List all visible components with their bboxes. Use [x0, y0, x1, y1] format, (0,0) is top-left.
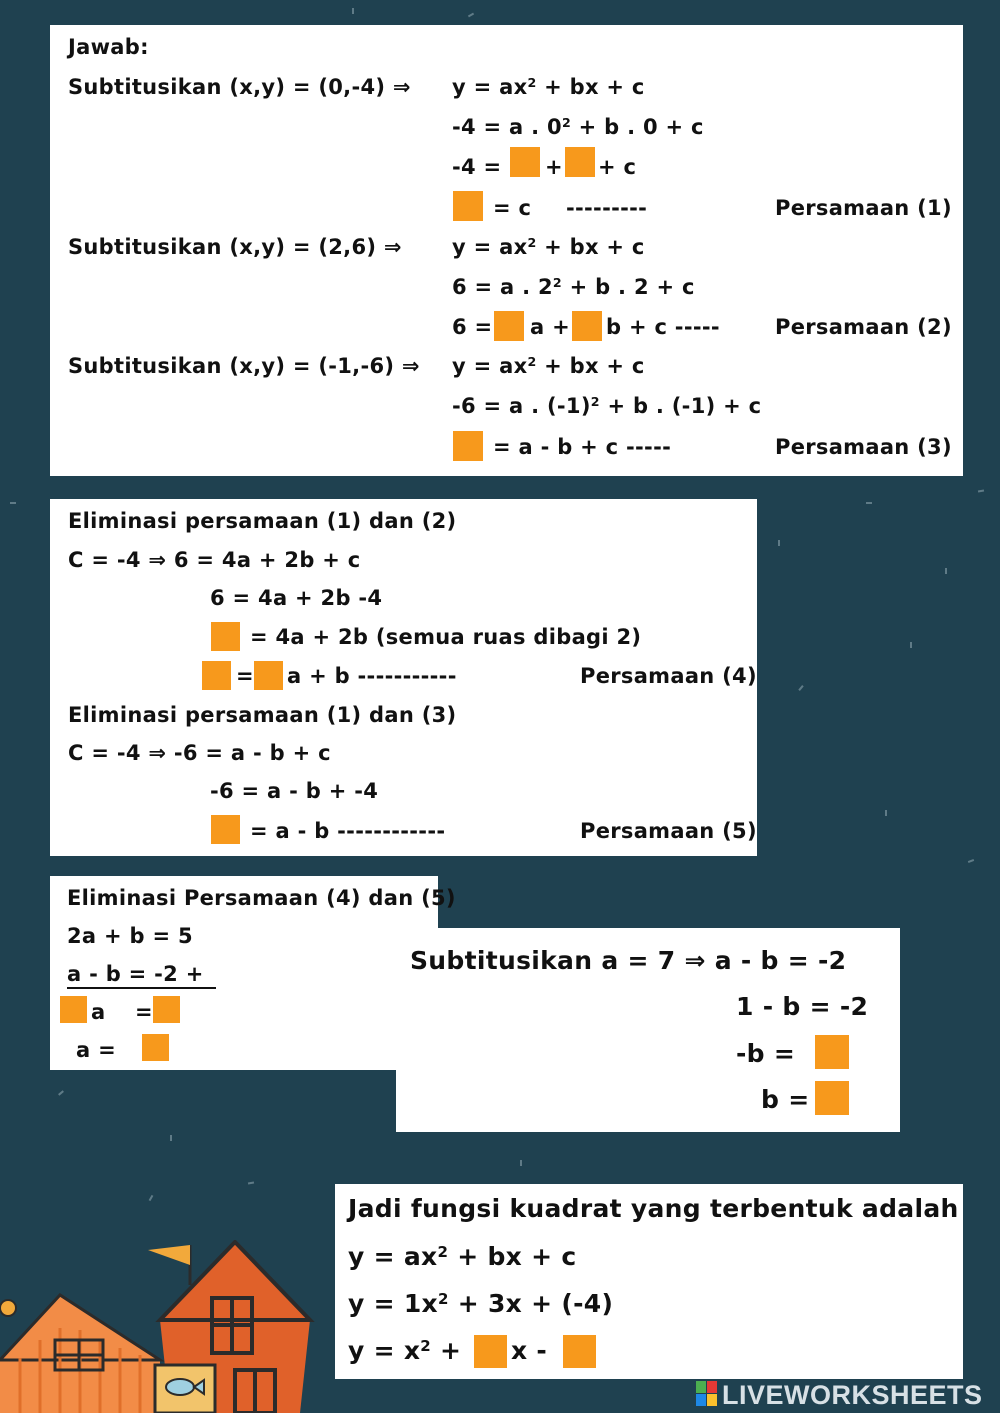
answer-box-12[interactable] — [153, 996, 180, 1023]
liveworksheets-logo-icon — [696, 1381, 718, 1407]
line-p1c-tail: = c — [493, 196, 532, 220]
c-eq-2: C = -4 ⇒ -6 = a - b + c — [68, 741, 331, 765]
answer-box-8[interactable] — [202, 661, 231, 690]
line-f: -6 = a - b + -4 — [210, 779, 379, 803]
elim-eq: = — [135, 1000, 153, 1024]
line-p1a: -4 = a . $0^2 + b$ . 0 + c — [452, 115, 704, 139]
answer-box-15[interactable] — [815, 1081, 849, 1115]
line-p2a: 6 = a . $2^2 + b$ . 2 + c — [452, 275, 695, 299]
houses-illustration — [0, 1240, 320, 1413]
answer-box-1[interactable] — [510, 147, 540, 177]
panel-substitute-a — [396, 928, 900, 1132]
persamaan-5: Persamaan (5) — [580, 819, 757, 843]
a-plus: a + — [530, 315, 570, 339]
panel-elimination-45 — [50, 876, 456, 1070]
sub2-label: Subtitusikan (x,y) = (2,6) ⇒ — [68, 235, 402, 259]
answer-box-6[interactable] — [453, 431, 483, 461]
elim-a: a — [91, 1000, 106, 1024]
panel-conclusion — [335, 1184, 963, 1379]
subst-a-line: Subtitusikan a = 7 ⇒ a - b = -2 — [410, 946, 847, 975]
answer-box-13[interactable] — [142, 1034, 169, 1061]
c-eq-1: C = -4 ⇒ 6 = 4a + 2b + c — [68, 548, 361, 572]
liveworksheets-brand: LIVEWORKSHEETS — [722, 1380, 983, 1410]
b-plus-c-dashes: b + c ----- — [606, 315, 720, 339]
line-p2b-start: 6 = — [452, 315, 493, 339]
subst-line-2: 1 - b = -2 — [736, 992, 869, 1021]
general-eq-3: $y = ax^2$ + bx + c — [452, 354, 645, 378]
answer-box-17[interactable] — [563, 1335, 596, 1368]
line-d-tail: a + b ----------- — [287, 664, 457, 688]
line-p3b-tail: = a - b + c ----- — [493, 435, 672, 459]
line-p1b-start: -4 = — [452, 155, 502, 179]
general-eq-2: $y = ax^2$ + bx + c — [452, 235, 645, 259]
sub1-label: Subtitusikan (x,y) = (0,-4) ⇒ — [68, 75, 411, 99]
line-g-tail: = a - b ------------ — [250, 819, 446, 843]
persamaan-2: Persamaan (2) — [775, 315, 952, 339]
elim-line-2: a - b = -2 + — [67, 964, 216, 989]
answer-box-4[interactable] — [494, 311, 524, 341]
dashes-1: --------- — [566, 196, 648, 220]
persamaan-3: Persamaan (3) — [775, 435, 952, 459]
general-eq-1: $y = ax^2$ + bx + c — [452, 75, 645, 99]
equals-sign: = — [236, 664, 254, 688]
answer-box-9[interactable] — [254, 661, 283, 690]
conclusion-heading: Jadi fungsi kuadrat yang terbentuk adalah — [348, 1194, 959, 1223]
heading-elim-13: Eliminasi persamaan (1) dan (3) — [68, 703, 457, 727]
answer-box-16[interactable] — [474, 1335, 507, 1368]
answer-box-7[interactable] — [211, 622, 240, 651]
answer-box-3[interactable] — [453, 191, 483, 221]
answer-box-2[interactable] — [565, 147, 595, 177]
answer-box-14[interactable] — [815, 1035, 849, 1069]
heading-jawab: Jawab: — [68, 35, 149, 59]
subst-line-3: -b = — [736, 1039, 796, 1068]
elim-line-1: 2a + b = 5 — [67, 924, 193, 948]
panel-elimination-12-13 — [50, 499, 757, 856]
answer-box-10[interactable] — [211, 815, 240, 844]
elim-line-4: a = — [76, 1038, 116, 1062]
conclusion-line-2: $y = 1x^2 + 3x + (-4)$ — [348, 1289, 614, 1318]
persamaan-1: Persamaan (1) — [775, 196, 952, 220]
line-p3a: -6 = a . $(-1)^2 + b$ . (-1) + c — [452, 394, 762, 418]
line-b: 6 = 4a + 2b -4 — [210, 586, 383, 610]
answer-box-11[interactable] — [60, 996, 87, 1023]
heading-elim-45: Eliminasi Persamaan (4) dan (5) — [67, 886, 456, 910]
heading-elim-12: Eliminasi persamaan (1) dan (2) — [68, 509, 457, 533]
answer-box-5[interactable] — [572, 311, 602, 341]
conclusion-line-3: $y = x^2$ + — [348, 1336, 462, 1365]
plus-c: + c — [598, 155, 637, 179]
panel-substitution — [50, 25, 963, 476]
conclusion-x-minus: x - — [511, 1336, 548, 1365]
line-c-tail: = 4a + 2b (semua ruas dibagi 2) — [250, 625, 642, 649]
plus-sign: + — [545, 155, 563, 179]
conclusion-line-1: $y = ax^2$ + bx + c — [348, 1242, 577, 1271]
sub3-label: Subtitusikan (x,y) = (-1,-6) ⇒ — [68, 354, 420, 378]
persamaan-4: Persamaan (4) — [580, 664, 757, 688]
subst-line-4: b = — [761, 1085, 810, 1114]
